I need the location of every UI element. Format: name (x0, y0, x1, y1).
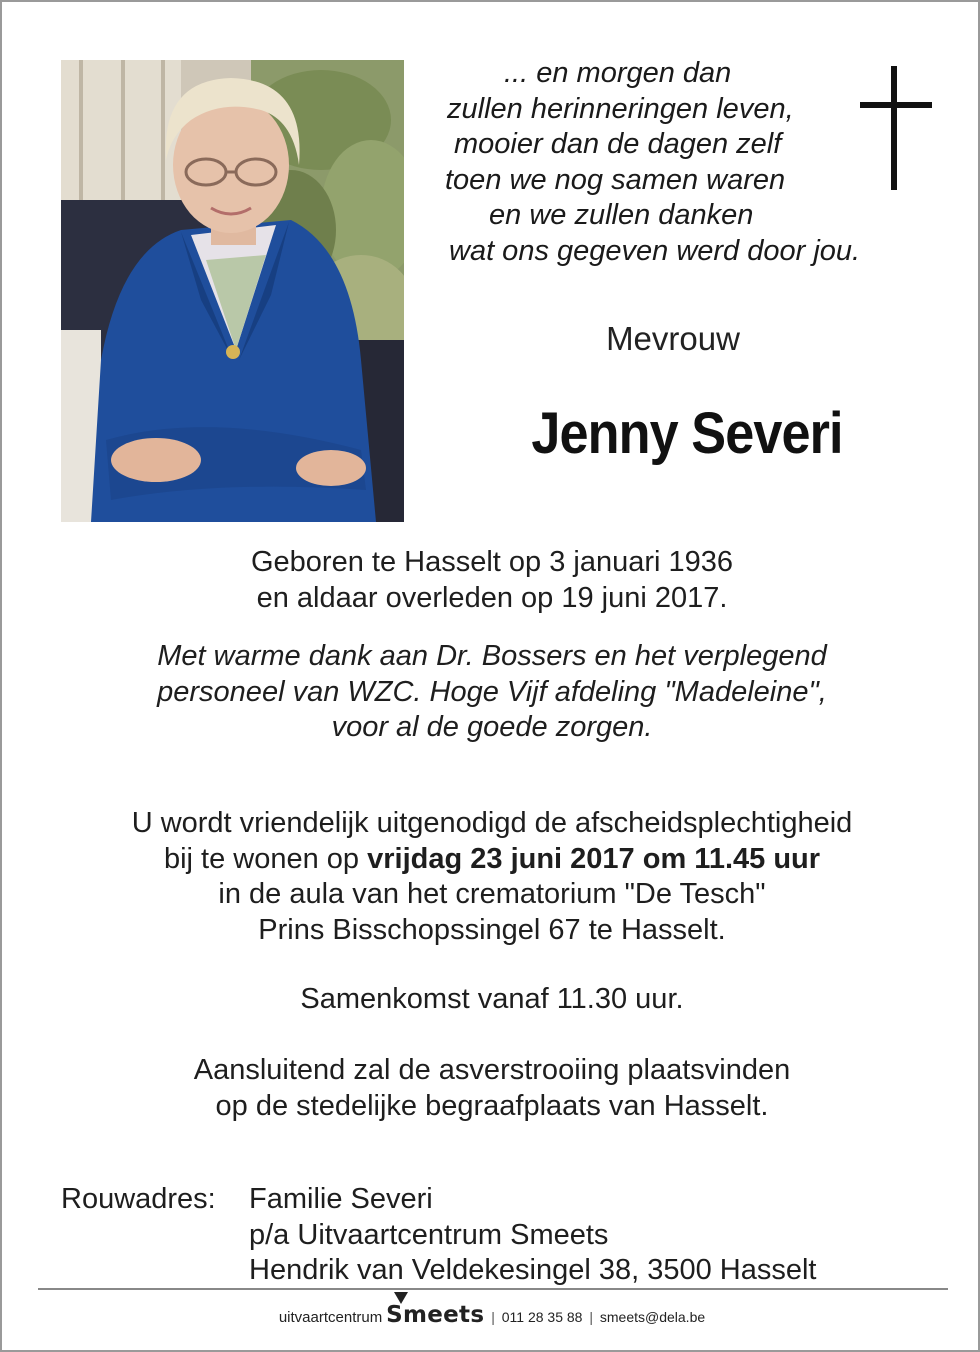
phone-number: 011 28 35 88 (501, 1309, 583, 1325)
address-label: Rouwadres: (61, 1183, 216, 1215)
brand-prefix: uitvaartcentrum (278, 1309, 383, 1326)
birth-death-text (42, 545, 942, 616)
invitation-text (42, 806, 942, 948)
poem-line: ... en morgen dan (504, 57, 732, 89)
email-address: smeets@dela.be (599, 1309, 706, 1325)
portrait-photo (61, 60, 404, 522)
cross-icon (860, 66, 932, 190)
poem-line: wat ons gegeven werd door jou. (449, 234, 861, 267)
text-line: Samenkomst vanaf 11.30 uur. (300, 983, 684, 1015)
poem-line: en we zullen danken (489, 199, 754, 231)
text-line (42, 842, 942, 878)
honorific: Mevrouw (606, 320, 740, 357)
deceased-name: Jenny Severi (531, 401, 843, 466)
separator: | (491, 1309, 495, 1325)
separator: | (589, 1309, 593, 1325)
gathering-text (42, 982, 942, 1018)
funeral-home-footer (252, 1302, 732, 1328)
text-line: voor al de goede zorgen. (331, 711, 653, 743)
text-line: in de aula van het crematorium "De Tesch" (218, 878, 766, 910)
poem-line: zullen herinneringen leven, (447, 92, 794, 125)
poem-line: toen we nog samen waren (445, 163, 786, 196)
footer-divider (38, 1288, 948, 1290)
address-line: Familie Severi (249, 1183, 433, 1215)
thanks-text (42, 639, 942, 746)
poem (412, 56, 912, 269)
address-line: Hendrik van Veldekesingel 38, 3500 Hasselt (249, 1254, 817, 1286)
text-line: Prins Bisschopssingel 67 te Hasselt. (258, 913, 726, 946)
brand-name: Smeets (386, 1302, 485, 1328)
address-line: p/a Uitvaartcentrum Smeets (249, 1218, 609, 1251)
text-line: Aansluitend zal de asverstrooiing plaatsvinden (193, 1054, 791, 1086)
text-fragment: bij te wonen op (163, 842, 368, 875)
text-line: en aldaar overleden op 19 juni 2017. (256, 581, 728, 614)
scattering-text (42, 1053, 942, 1124)
text-line: Met warme dank aan Dr. Bossers en het verplegend (157, 640, 827, 672)
text-line: U wordt vriendelijk uitgenodigd de afscheidsplechtigheid (131, 807, 853, 839)
portrait-illustration (61, 60, 404, 522)
ceremony-datetime: vrijdag 23 juni 2017 om 11.45 uur (367, 842, 821, 875)
address-lines (249, 1182, 816, 1289)
poem-line: mooier dan de dagen zelf (454, 128, 782, 160)
text-line: op de stedelijke begraafplaats van Hasselt. (215, 1089, 769, 1122)
text-line: Geboren te Hasselt op 3 januari 1936 (250, 546, 734, 578)
text-line: personeel van WZC. Hoge Vijf afdeling "Madeleine", (157, 675, 827, 708)
